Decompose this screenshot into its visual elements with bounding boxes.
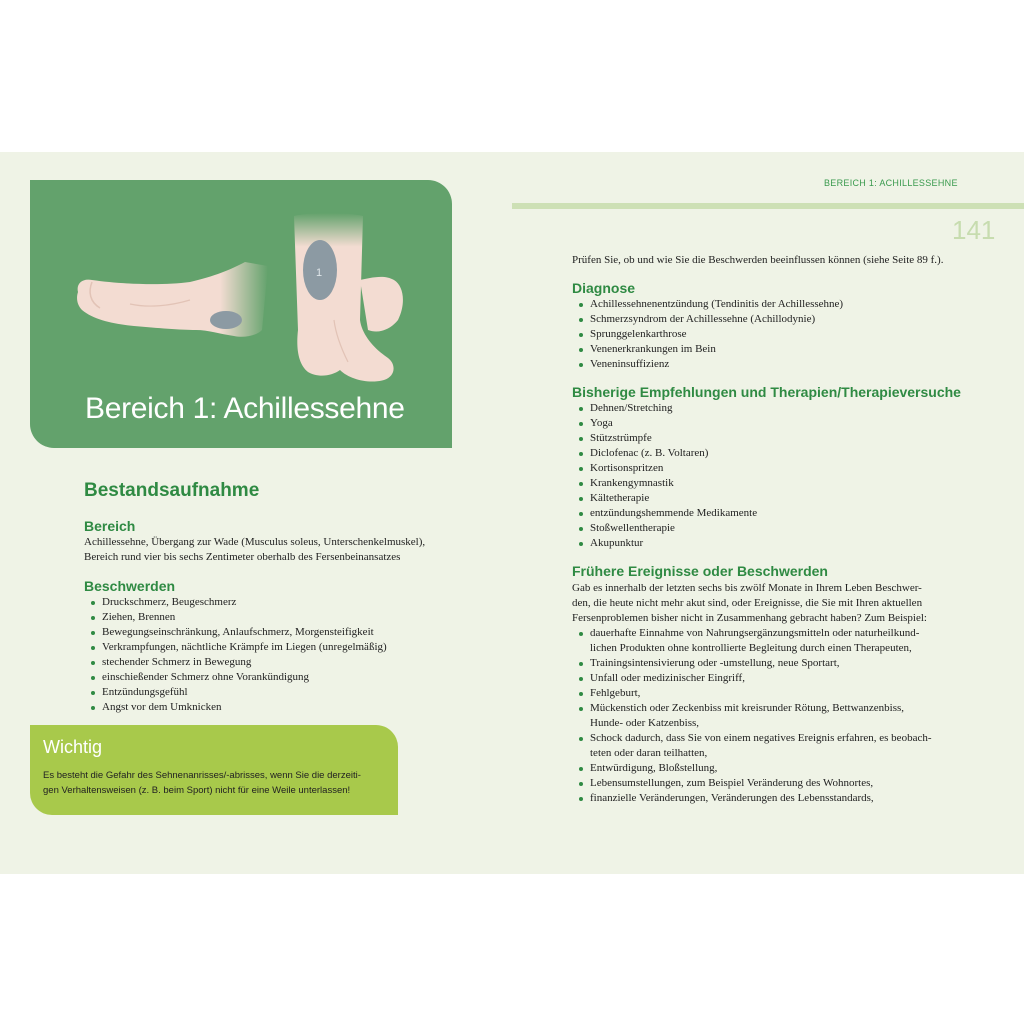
empfehlungen-heading: Bisherige Empfehlungen und Therapien/Therapieversuche [572, 384, 961, 400]
list-item: Achillessehnenentzündung (Tendinitis der Achillessehne) [574, 297, 954, 312]
list-item: finanzielle Veränderungen, Veränderungen des Lebensstandards, [574, 791, 954, 806]
list-item: Veneninsuffizienz [574, 357, 954, 372]
intro-text: Prüfen Sie, ob und wie Sie die Beschwerden beeinflussen können (siehe Seite 89 f.). [572, 254, 944, 266]
wichtig-line: Es besteht die Gefahr des Sehnenanrisses/-abrisses, wenn Sie die derzeiti- [43, 770, 361, 781]
list-item: Mückenstich oder Zeckenbiss mit kreisrunder Rötung, Bettwanzenbiss, [574, 701, 954, 716]
ereignisse-intro-line: Fersenproblemen bisher nicht in Zusammenhang gebracht haben? Zum Beispiel: [572, 612, 927, 624]
list-item: Druckschmerz, Beugeschmerz [86, 595, 466, 610]
list-item: Venenerkrankungen im Bein [574, 342, 954, 357]
side-foot-shape [77, 262, 268, 337]
list-item: Entzündungsgefühl [86, 685, 466, 700]
list-item: Kältetherapie [574, 491, 954, 506]
ereignisse-list [574, 626, 954, 806]
list-item: Diclofenac (z. B. Voltaren) [574, 446, 954, 461]
wichtig-title: Wichtig [43, 737, 103, 757]
list-item: Bewegungseinschränkung, Anlaufschmerz, Morgensteifigkeit [86, 625, 466, 640]
empfehlungen-list [574, 401, 954, 551]
list-item: Trainingsintensivierung oder -umstellung, neue Sportart, [574, 656, 954, 671]
list-item: Stützstrümpfe [574, 431, 954, 446]
section-title: Bestandsaufnahme [84, 480, 260, 501]
list-item: Dehnen/Stretching [574, 401, 954, 416]
ereignisse-intro-line: den, die heute nicht mehr akut sind, oder Ereignisse, die Sie mit Ihren aktuellen [572, 597, 923, 609]
list-item: einschießender Schmerz ohne Vorankündigung [86, 670, 466, 685]
chapter-title: Bereich 1: Achillessehne [85, 392, 405, 425]
list-item: Kortisonspritzen [574, 461, 954, 476]
list-item: entzündungshemmende Medikamente [574, 506, 954, 521]
marker-label: 1 [316, 267, 323, 279]
wichtig-text [43, 768, 393, 798]
list-item-continuation: Hunde- oder Katzenbiss, [590, 717, 700, 729]
list-item: stechender Schmerz in Bewegung [86, 655, 466, 670]
list-item: Ziehen, Brennen [86, 610, 466, 625]
ereignisse-intro-line: Gab es innerhalb der letzten sechs bis zwölf Monate in Ihrem Leben Beschwer- [572, 582, 922, 594]
ereignisse-intro [572, 581, 972, 626]
list-item: Yoga [574, 416, 954, 431]
list-item: Schmerzsyndrom der Achillessehne (Achillodynie) [574, 312, 954, 327]
page-number: 141 [952, 215, 996, 245]
list-item-continuation: teten oder daran teilhatten, [590, 747, 708, 759]
list-item-continuation: lichen Produkten ohne kontrollierte Begleitung durch einen Therapeuten, [590, 642, 912, 654]
bereich-line: Achillessehne, Übergang zur Wade (Musculus soleus, Unterschenkelmuskel), [84, 536, 426, 548]
list-item: Sprunggelenkarthrose [574, 327, 954, 342]
diagnose-list [574, 297, 954, 372]
beschwerden-list [86, 595, 466, 715]
bereich-heading: Bereich [84, 518, 136, 534]
header-rule [512, 203, 1024, 209]
list-item: Unfall oder medizinischer Eingriff, [574, 671, 954, 686]
list-item: Entwürdigung, Bloßstellung, [574, 761, 954, 776]
list-item: Verkrampfungen, nächtliche Krämpfe im Liegen (unregelmäßig) [86, 640, 466, 655]
list-item: Krankengymnastik [574, 476, 954, 491]
pain-marker-side [210, 311, 242, 329]
hero-panel [30, 180, 452, 448]
diagnose-heading: Diagnose [572, 280, 636, 296]
bereich-text [84, 535, 456, 565]
list-item: Fehlgeburt, [574, 686, 954, 701]
list-item: Stoßwellentherapie [574, 521, 954, 536]
wichtig-line: gen Verhaltensweisen (z. B. beim Sport) nicht für eine Weile unterlassen! [43, 785, 351, 796]
list-item: dauerhafte Einnahme von Nahrungsergänzungsmitteln oder naturheilkund- [574, 626, 954, 641]
beschwerden-heading: Beschwerden [84, 578, 176, 594]
list-item: Lebensumstellungen, zum Beispiel Veränderung des Wohnortes, [574, 776, 954, 791]
wichtig-box [30, 725, 398, 815]
bereich-line: Bereich rund vier bis sechs Zentimeter oberhalb des Fersenbeinansatzes [84, 551, 401, 563]
list-item: Akupunktur [574, 536, 954, 551]
list-item: Angst vor dem Umknicken [86, 700, 466, 715]
ereignisse-heading: Frühere Ereignisse oder Beschwerden [572, 563, 828, 579]
list-item: Schock dadurch, dass Sie von einem negatives Ereignis erfahren, es beobach- [574, 731, 954, 746]
running-head: BEREICH 1: ACHILLESSEHNE [824, 178, 958, 188]
